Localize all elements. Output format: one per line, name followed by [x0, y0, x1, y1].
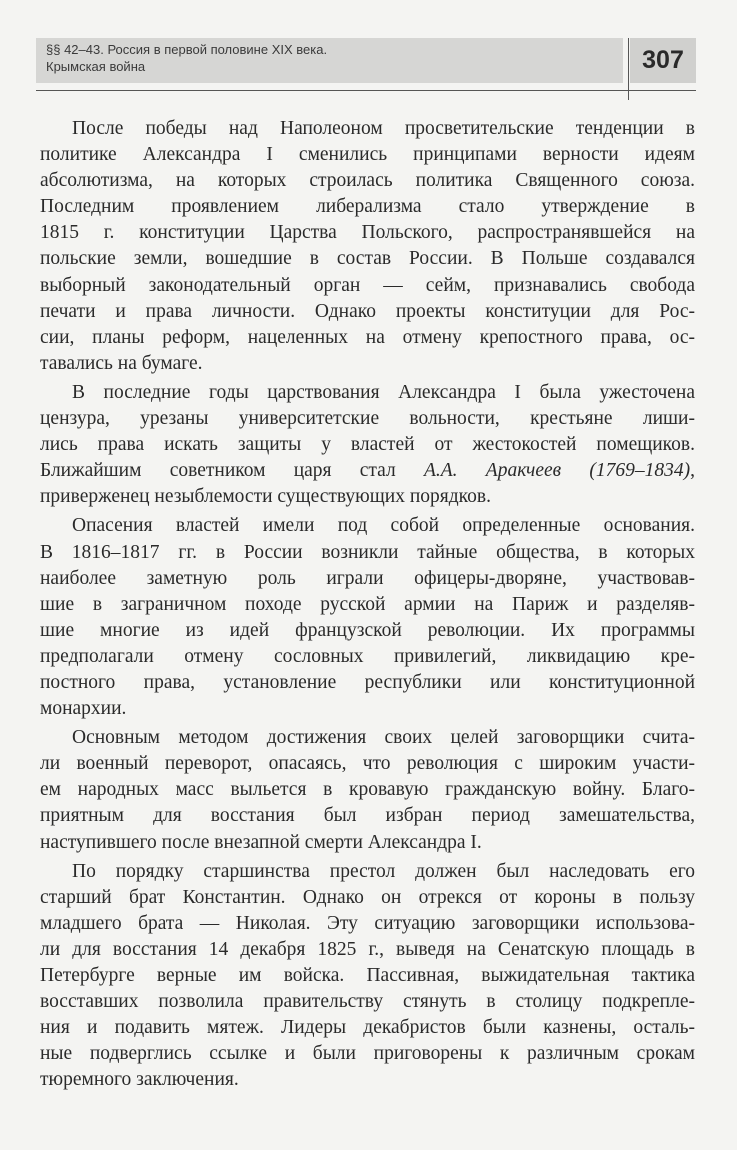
- text-line: предполагали отмену сословных привилегий, ликвидацию кре-: [40, 645, 695, 667]
- text-line: тавались на бумаге.: [40, 352, 203, 374]
- text-line: ем народных масс выльется в кровавую гражданскую войну. Благо-: [40, 779, 695, 801]
- text-line: наступившего после внезапной смерти Александра I.: [40, 831, 482, 853]
- text-line: В 1816–1817 гг. в России возникли тайные общества, в которых: [40, 541, 695, 563]
- text-line: По порядку старшинства престол должен был наследовать его: [72, 860, 695, 882]
- text-line: младшего брата — Николая. Эту ситуацию заговорщики использова-: [40, 912, 695, 934]
- text-line: старший брат Константин. Однако он отрекся от короны в пользу: [40, 886, 695, 908]
- text-line: польские земли, вошедшие в состав России. В Польше создавался: [40, 248, 695, 270]
- person-name-emphasis: А.А. Аракчеев (1769–1834): [423, 460, 691, 482]
- text-line: ли для восстания 14 декабря 1825 г., выведя на Сенатскую площадь в: [40, 938, 695, 960]
- text-line: ния и подавить мятеж. Лидеры декабристов были казнены, осталь-: [40, 1017, 695, 1039]
- paragraph: [40, 513, 695, 722]
- text-line: печати и права личности. Однако проекты конституции для Рос-: [40, 300, 695, 322]
- text-line: Основным методом достижения своих целей заговорщики счита-: [72, 727, 695, 749]
- section-title: [46, 41, 327, 75]
- text-line: тюремного заключения.: [40, 1069, 239, 1091]
- running-header: [36, 38, 623, 83]
- text-line: Петербурге верные им войска. Пассивная, выжидательная тактика: [40, 965, 695, 986]
- page-number: 307: [630, 38, 696, 83]
- text-line: шие многие из идей французской революции. Их программы: [40, 619, 695, 641]
- text-line: выборный законодательный орган — сейм, признавались свобода: [40, 274, 695, 296]
- paragraph: [40, 380, 695, 510]
- section-title-line-2: Крымская война: [46, 59, 146, 74]
- body-text: [40, 116, 695, 1093]
- text-line: сии, планы реформ, нацеленных на отмену крепостного права, ос-: [40, 326, 695, 348]
- text-line: приятным для восстания был избран период замешательства,: [40, 805, 695, 827]
- text-line: После победы над Наполеоном просветительские тенденции в: [72, 118, 695, 139]
- text-line: цензура, урезаны университетские вольности, крестьяне лиши-: [40, 408, 695, 430]
- text-line: монархии.: [40, 698, 127, 720]
- text-line: приверженец незыблемости существующих порядков.: [40, 486, 491, 508]
- text-line: 1815 г. конституции Царства Польского, распространявшейся на: [40, 222, 695, 244]
- text-line: абсолютизма, на которых строилась политика Священного союза.: [40, 170, 695, 192]
- text-line: Ближайшим советником царя стал А.А. Аракчеев (1769–1834),: [40, 460, 695, 482]
- text-line: ли военный переворот, опасаясь, что революция с широким участи-: [40, 753, 695, 775]
- text-line: шие в заграничном походе русской армии на Париж и разделяв-: [40, 593, 695, 615]
- text-line: политике Александра I сменились принципами верности идеям: [40, 144, 695, 166]
- text-line: восставших позволила правительству стянуть в столицу подкрепле-: [40, 991, 695, 1013]
- text-line: Последним проявлением либерализма стало утверждение в: [40, 196, 695, 218]
- paragraph: [40, 725, 695, 855]
- text-line: Опасения властей имели под собой определенные основания.: [72, 515, 695, 537]
- text-line: постного права, установление республики или конституционной: [40, 671, 695, 693]
- header-divider: [36, 90, 696, 91]
- paragraph: [40, 859, 695, 1094]
- text-line: лись права искать защиты у властей от жестокостей помещиков.: [40, 434, 695, 456]
- header-vertical-divider: [628, 38, 629, 100]
- section-title-line-1: §§ 42–43. Россия в первой половине XIX века.: [46, 42, 328, 57]
- text-line: ные подверглись ссылке и были приговорены к различным срокам: [40, 1043, 695, 1065]
- text-line: наиболее заметную роль играли офицеры-дворяне, участвовав-: [40, 567, 695, 589]
- text-line: В последние годы царствования Александра I была ужесточена: [72, 381, 695, 403]
- paragraph: [40, 116, 695, 377]
